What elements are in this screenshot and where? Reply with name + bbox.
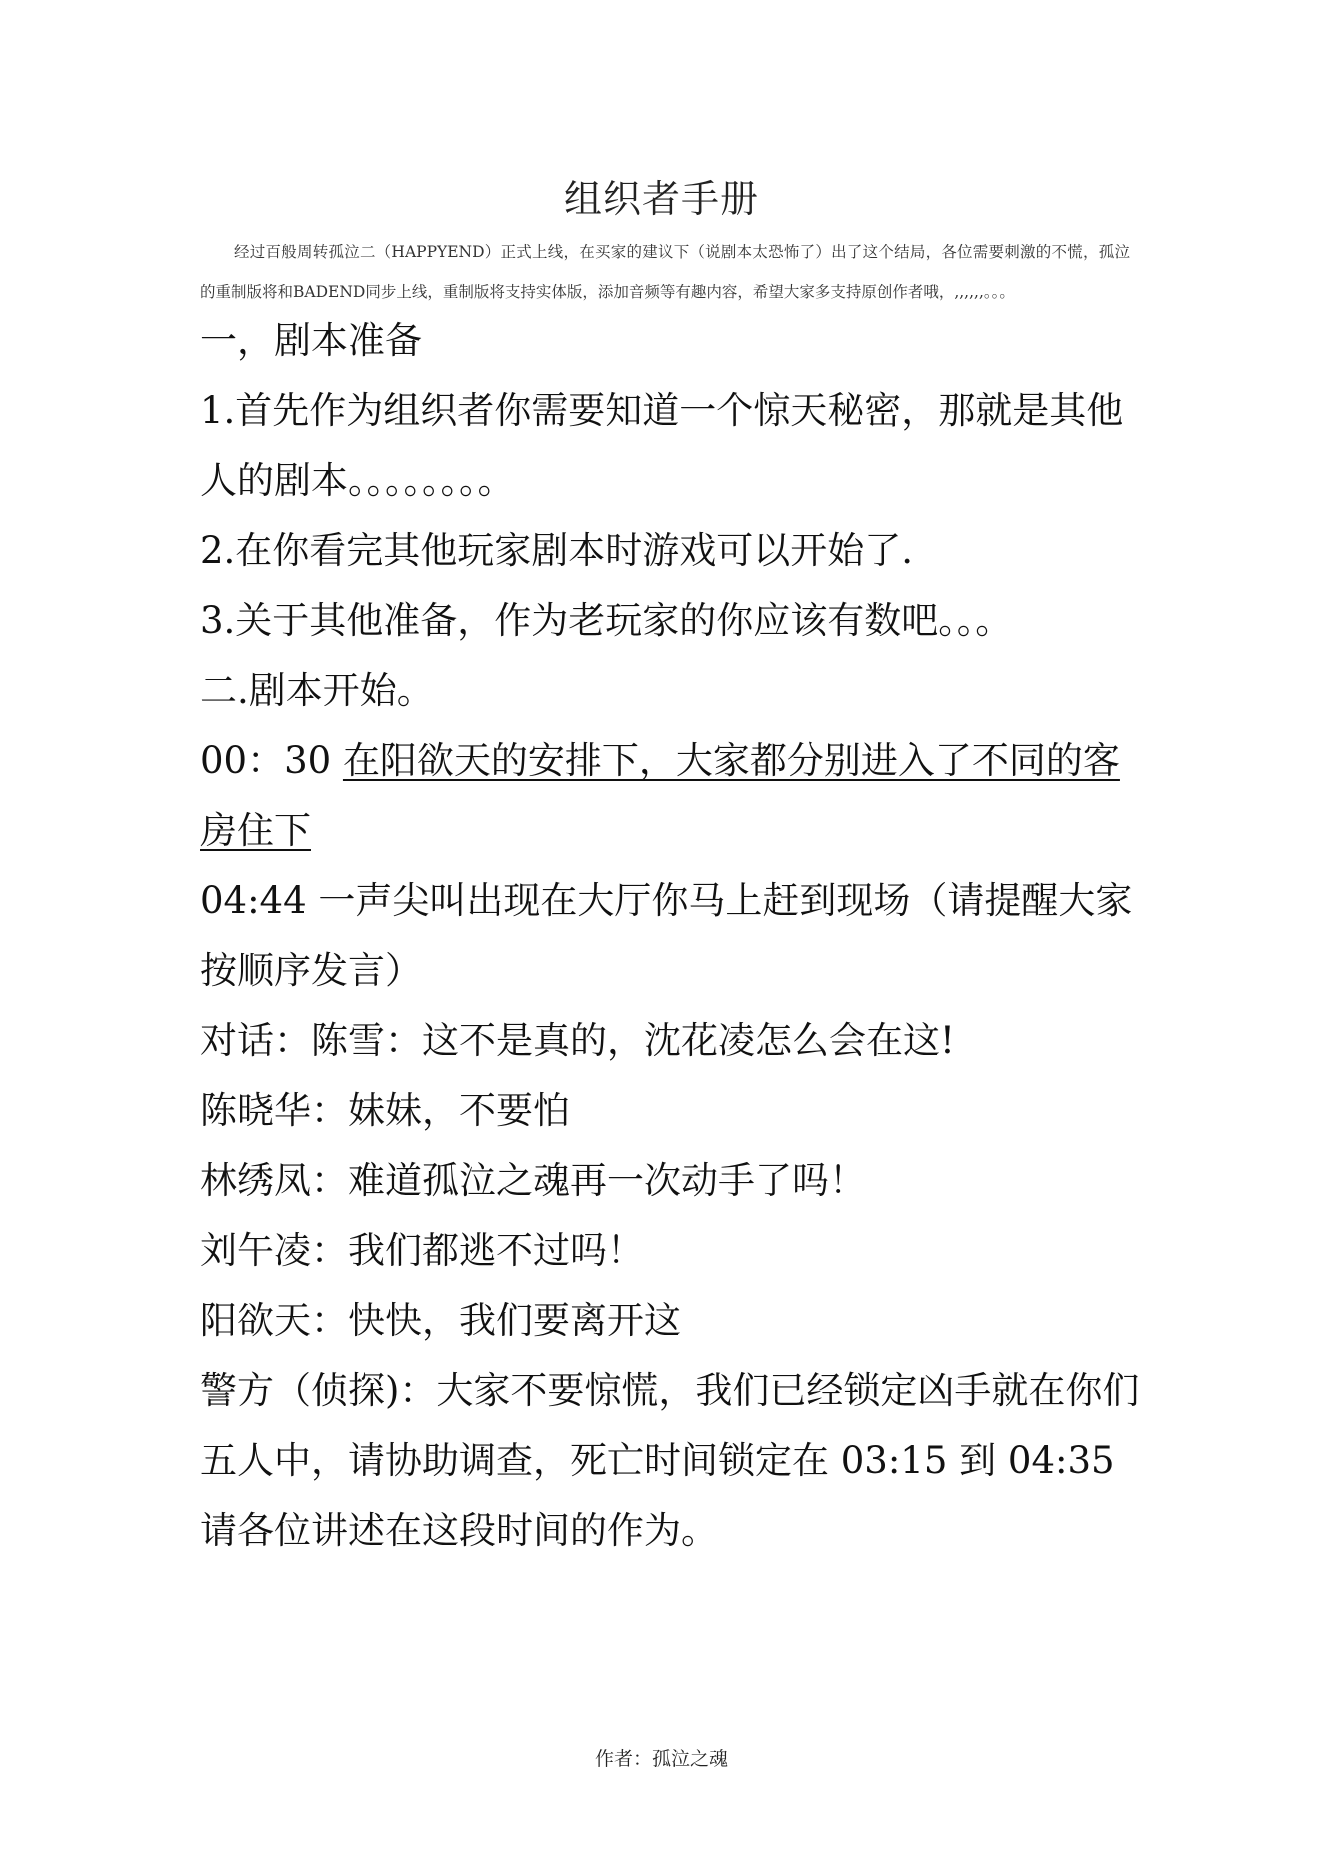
page-title: 组织者手册 bbox=[563, 177, 759, 221]
section-heading-preparation: 一，剧本准备 bbox=[200, 319, 422, 362]
step-2: 2.在你看完其他玩家剧本时游戏可以开始了. bbox=[200, 529, 914, 572]
document-body bbox=[200, 306, 1140, 1566]
page-footer-author: 作者：孤泣之魂 bbox=[594, 1748, 728, 1770]
event-0030 bbox=[200, 726, 1140, 866]
step-3: 3.关于其他准备，作为老玩家的你应该有数吧。。。 bbox=[200, 599, 1013, 642]
dialogue-line: 警方（侦探)：大家不要惊慌，我们已经锁定凶手就在你们五人中，请协助调查，死亡时间锁定在 03:15 到 04:35 请各位讲述在这段时间的作为。 bbox=[200, 1369, 1140, 1552]
dialogue-line: 阳欲天：快快，我们要离开这 bbox=[200, 1299, 681, 1342]
intro-paragraph: 经过百般周转孤泣二（HAPPYEND）正式上线，在买家的建议下（说剧本太恐怖了）出了这个结局，各位需要刺激的不慌，孤泣的重制版将和BADEND同步上线，重制版将支持实体版，添加音频等有趣内容，希望大家多支持原创作者哦，,,,,,,。。。 bbox=[200, 243, 1130, 301]
dialogue-line: 对话：陈雪：这不是真的，沈花凌怎么会在这! bbox=[200, 1019, 955, 1062]
dialogue-line: 刘午凌：我们都逃不过吗！ bbox=[200, 1229, 644, 1272]
dialogue-line: 林绣凤：难道孤泣之魂再一次动手了吗！ bbox=[200, 1159, 866, 1202]
section-heading-start: 二.剧本开始。 bbox=[200, 669, 434, 712]
event-0444: 04:44 一声尖叫出现在大厅你马上赶到现场（请提醒大家按顺序发言） bbox=[200, 879, 1133, 992]
event-0030-text: 在阳欲天的安排下，大家都分别进入了不同的客房住下 bbox=[200, 739, 1120, 852]
step-1: 1.首先作为组织者你需要知道一个惊天秘密，那就是其他人的剧本。。。。。。。。 bbox=[200, 389, 1124, 502]
dialogue-line: 陈晓华：妹妹，不要怕 bbox=[200, 1089, 570, 1132]
event-0030-time: 00：30 bbox=[200, 739, 343, 782]
